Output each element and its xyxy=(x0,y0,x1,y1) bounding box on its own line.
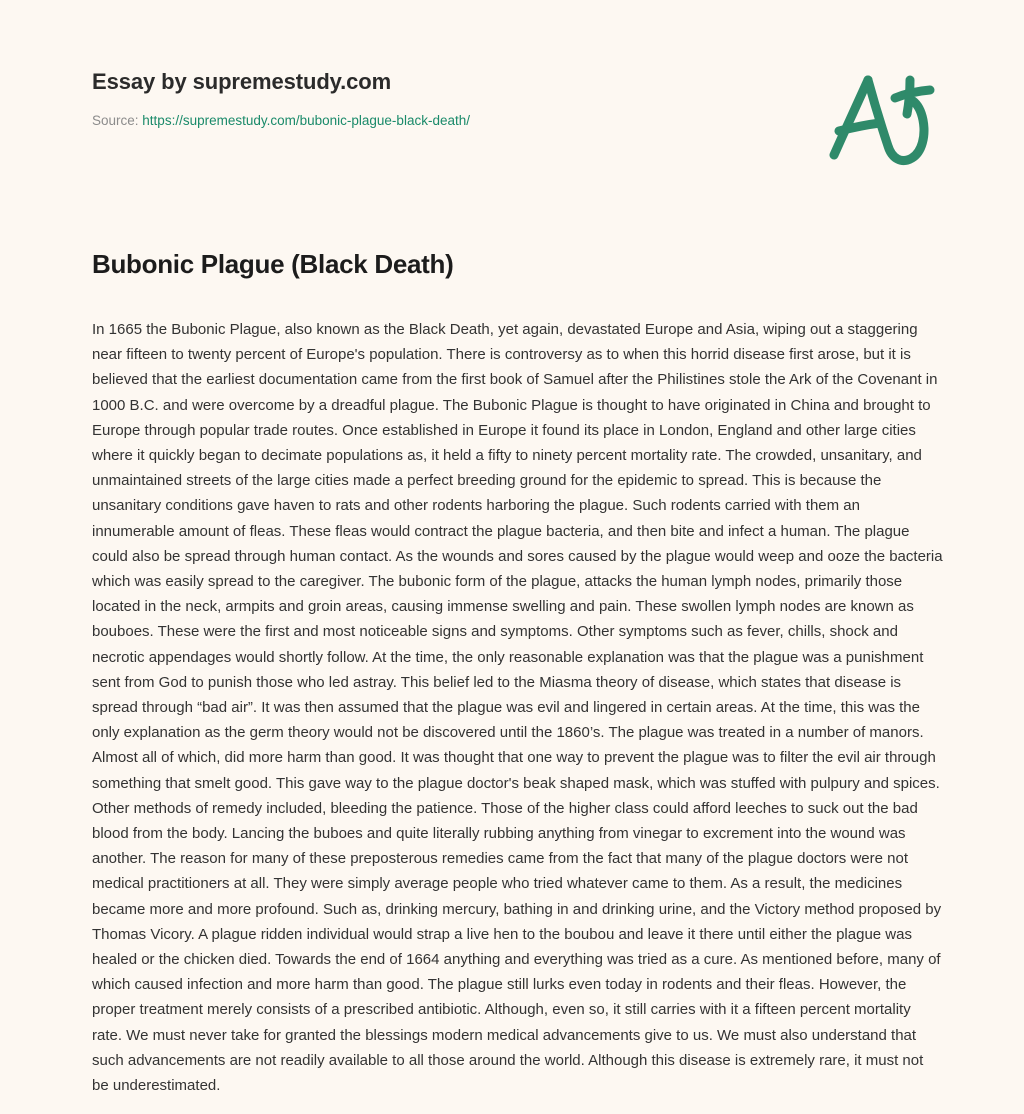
source-url-link[interactable]: https://supremestudy.com/bubonic-plague-black-death/ xyxy=(142,113,470,128)
a-plus-logo-icon xyxy=(806,58,946,178)
article-body xyxy=(92,281,943,1098)
source-label: Source: xyxy=(92,113,139,128)
header-text-block xyxy=(92,68,772,130)
article xyxy=(92,247,943,1098)
document-header xyxy=(0,0,1024,200)
source-line xyxy=(92,96,772,130)
page-title: Bubonic Plague (Black Death) xyxy=(92,249,454,279)
article-paragraph: In 1665 the Bubonic Plague, also known as the Black Death, yet again, devastated Europe and Asia, wiping out a staggering near fifteen to twenty percent of Europe's population. There is controversy as to when this horrid disease first arose, but it is believed that the earliest documentation came from the first book of Samuel after the Philistines stole the Ark of the Covenant in 1000 B.C. and were overcome by a dreadful plague. The Bubonic Plague is thought to have originated in China and brought to Europe through popular trade routes. Once established in Europe it found its place in London, England and other large cities where it quickly began to decimate populations as, it held a fifty to ninety percent mortality rate. The crowded, unsanitary, and unmaintained streets of the large cities made a perfect breeding ground for the epidemic to spread. This is because the unsanitary conditions gave haven to rats and other rodents harboring the plague. Such rodents carried with them an innumerable amount of fleas. These fleas would contract the plague bacteria, and then bite and infect a human. The plague could also be spread through human contact. As the wounds and sores caused by the plague would weep and ooze the bacteria which was easily spread to the caregiver. The bubonic form of the plague, attacks the human lymph nodes, primarily those located in the neck, armpits and groin areas, causing immense swelling and pain. These swollen lymph nodes are known as bouboes. These were the first and most noticeable signs and symptoms. Other symptoms such as fever, chills, shock and necrotic appendages would shortly follow. At the time, the only reasonable explanation was that the plague was a punishment sent from God to punish those who led astray. This belief led to the Miasma theory of disease, which states that disease is spread through “bad air”. It was then assumed that the plague was evil and lingered in certain areas. At the time, this was the only explanation as the germ theory would not be discovered until the 1860’s. The plague was treated in a number of manors. Almost all of which, did more harm than good. It was thought that one way to prevent the plague was to filter the evil air through something that smelt good. This gave way to the plague doctor's beak shaped mask, which was stuffed with pulpury and spices. Other methods of remedy included, bleeding the patience. Those of the higher class could afford leeches to suck out the bad blood from the body. Lancing the buboes and quite literally rubbing anything from vinegar to excrement into the wound was another. The reason for many of these preposterous remedies came from the fact that many of the plague doctors were not medical practitioners at all. They were simply average people who tried whatever came to them. As a result, the medicines became more and more profound. Such as, drinking mercury, bathing in and drinking urine, and the Victory method proposed by Thomas Vicory. A plague ridden individual would strap a live hen to the boubou and leave it there until either the plague was healed or the chicken died. Towards the end of 1664 anything and everything was tried as a cure. As mentioned before, many of which caused infection and more harm than good. The plague still lurks even today in rodents and their fleas. However, the proper treatment merely consists of a prescribed antibiotic. Although, even so, it still carries with it a fifteen percent mortality rate. We must never take for granted the blessings modern medical advancements give to us. We must also understand that such advancements are not readily available to all those around the world. Although this disease is extremely rare, it must not be underestimated. xyxy=(92,321,943,1095)
essay-byline: Essay by supremestudy.com xyxy=(92,69,392,94)
a-plus-logo xyxy=(806,58,946,178)
